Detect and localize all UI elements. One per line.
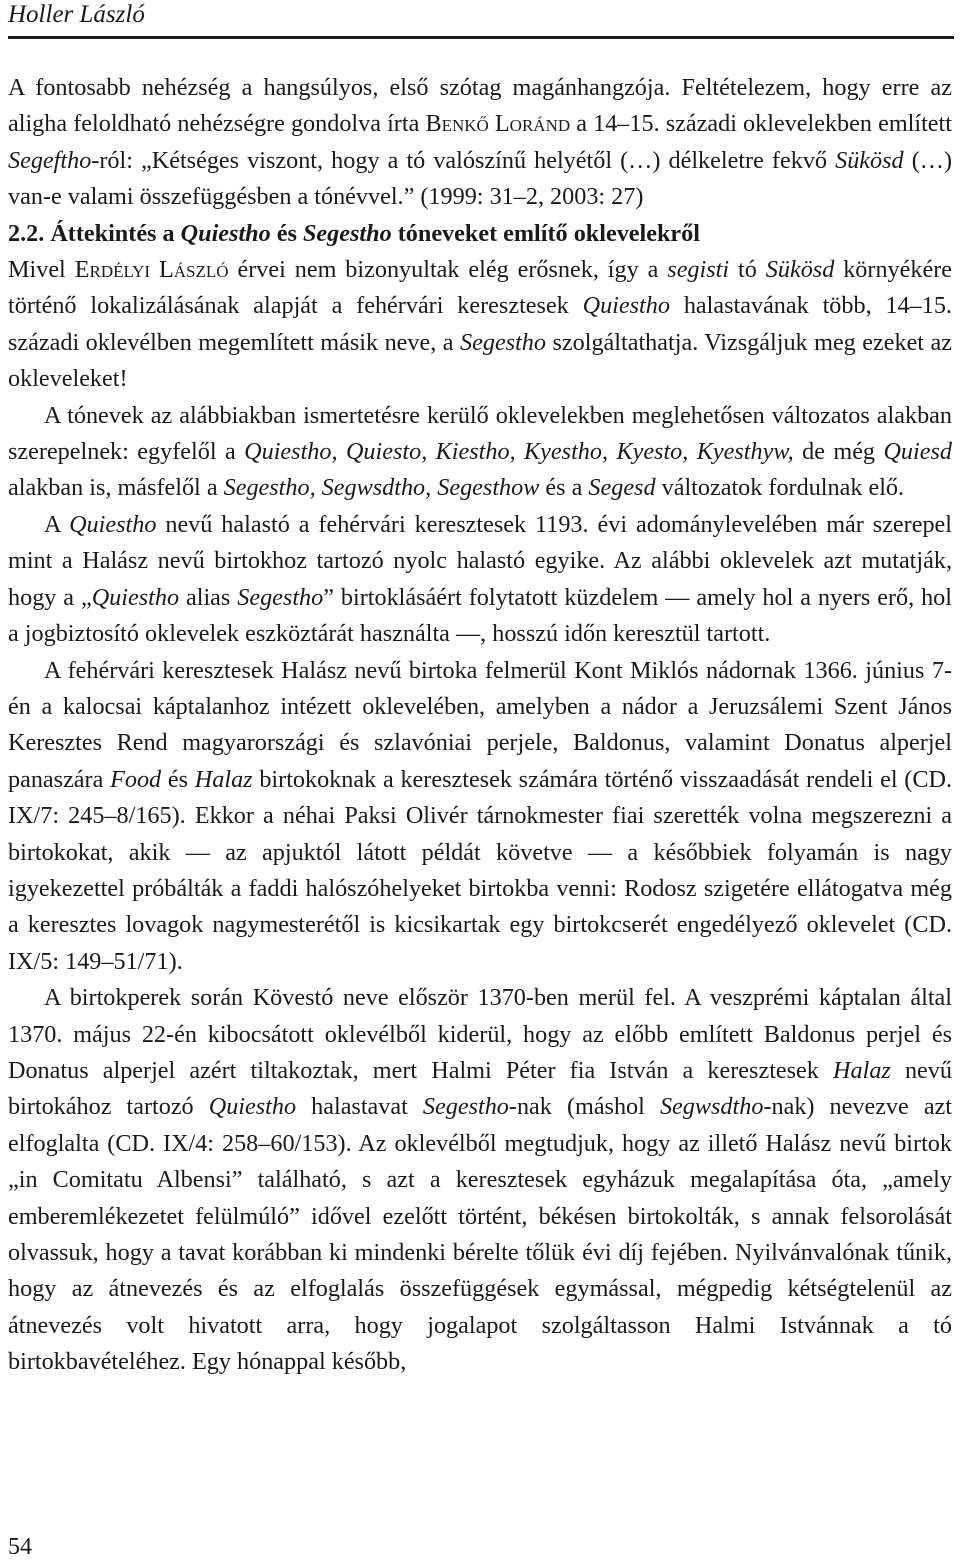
paragraph-6: A birtokperek során Kövestó neve először 1370-ben merül fel. A veszprémi káptalan által 1370. május 22-én kibocsátott oklevélből kiderül, hogy az előbb említett Baldonus perjel és Donatus alperjel azért tiltakoztak, mert Halmi Péter fia István a keresztesek Halaz nevű birtokához tartozó Quiestho halastavat Segestho-nak (máshol Segwsdtho-nak) nevezve azt elfoglalta (CD. IX/4: 258–60/153). Az oklevélből megtudjuk, hogy az illető Halász nevű birtok „in Comitatu Albensi” található, s azt a keresztesek egyházuk megalapítása óta, „amely emberemlékezetet felülmúló” idővel ezelőtt történt, békésen birtokolták, s annak felsorolását olvassuk, hogy a tavat korábban ki mindenki bérelte tőlük évi díj fejében. Nyilvánvalónak tűnik, hogy az átnevezés és az elfoglalás összefüggések egymással, mégpedig kétségtelenül az átnevezés volt hivatott arra, hogy jogalapot szolgáltasson Halmi Istvánnak a tó birtokbavételéhez. Egy hónappal később,: [8, 984, 953, 1376]
author-name-erdelyi: Erdélyi László: [74, 256, 229, 284]
page-number: 54: [8, 1534, 32, 1560]
body-text: [8, 70, 952, 1381]
paragraph-3: A tónevek az alábbiakban ismertetésre kerülő oklevelekben meglehetősen változatos alakban szerepelnek: egyfelől a Quiestho, Quiesto, Kiestho, Kyestho, Kyesto, Kyesthyw, de még Quiesd alakban is, másfelől a Segestho, Segwsdtho, Segesthow és a Segesd változatok fordulnak elő.: [8, 401, 952, 502]
paragraph-2: Mivel Erdélyi László érvei nem bizonyultak elég erősnek, így a segisti tó Sükösd környékére történő lokalizálásának alapját a fehérvári keresztesek Quiestho halastavának több, 14–15. századi oklevélben megemlített másik neve, a Segestho szolgáltathatja. Vizsgáljuk meg ezeket az okleveleket!: [8, 256, 952, 393]
author-name-benko: Benkő Loránd: [425, 110, 571, 138]
running-head-author: Holler László: [8, 1, 145, 28]
section-heading: 2.2. Áttekintés a Quiestho és Segestho tóneveket említő oklevelekről: [8, 219, 700, 247]
paragraph-1: A fontosabb nehézség a hangsúlyos, első szótag magánhangzója. Feltételezem, hogy erre az aligha feloldható nehézségre gondolva írta Benkő Loránd a 14–15. századi oklevelekben említett Segeftho-ról: „Kétséges viszont, hogy a tó valószínű helyétől (…) délkeletre fekvő Sükösd (…) van-e valami összefüggésben a tónévvel.” (1999: 31–2, 2003: 27): [8, 74, 953, 211]
paragraph-5: A fehérvári keresztesek Halász nevű birtoka felmerül Kont Miklós nádornak 1366. június 7-én a kalocsai káptalanhoz intézett oklevelében, amelyben a nádor a Jeruzsálemi Szent János Keresztes Rend magyarországi és szlavóniai perjele, Baldonus, valamint Donatus alperjel panaszára Food és Halaz birtokoknak a keresztesek számára történő visszaadását rendeli el (CD. IX/7: 245–8/165). Ekkor a néhai Paksi Olivér tárnokmester fiai szerették volna megszerezni a birtokokat, akik — az apjuktól látott példát követve — a későbbiek folyamán is nagy igyekezettel próbálták a faddi halószóhelyeket birtokba venni: Rodosz szigetére ellátogatva még a keresztes lovagok nagymesterétől is kicsikartak egy birtokcserét engedélyező oklevelet (CD. IX/5: 149–51/71).: [8, 656, 952, 975]
header-rule: [8, 36, 954, 39]
paragraph-4: A Quiestho nevű halastó a fehérvári keresztesek 1193. évi adománylevelében már szerepel mint a Halász nevű birtokhoz tartozó nyolc halastó egyike. Az alábbi oklevelek azt mutatják, hogy a „Quiestho alias Segestho” birtoklásáért folytatott küzdelem — amely hol a nyers erő, hol a jogbiztosító oklevelek eszköztárát használta —, hosszú időn keresztül tartott.: [8, 510, 953, 648]
